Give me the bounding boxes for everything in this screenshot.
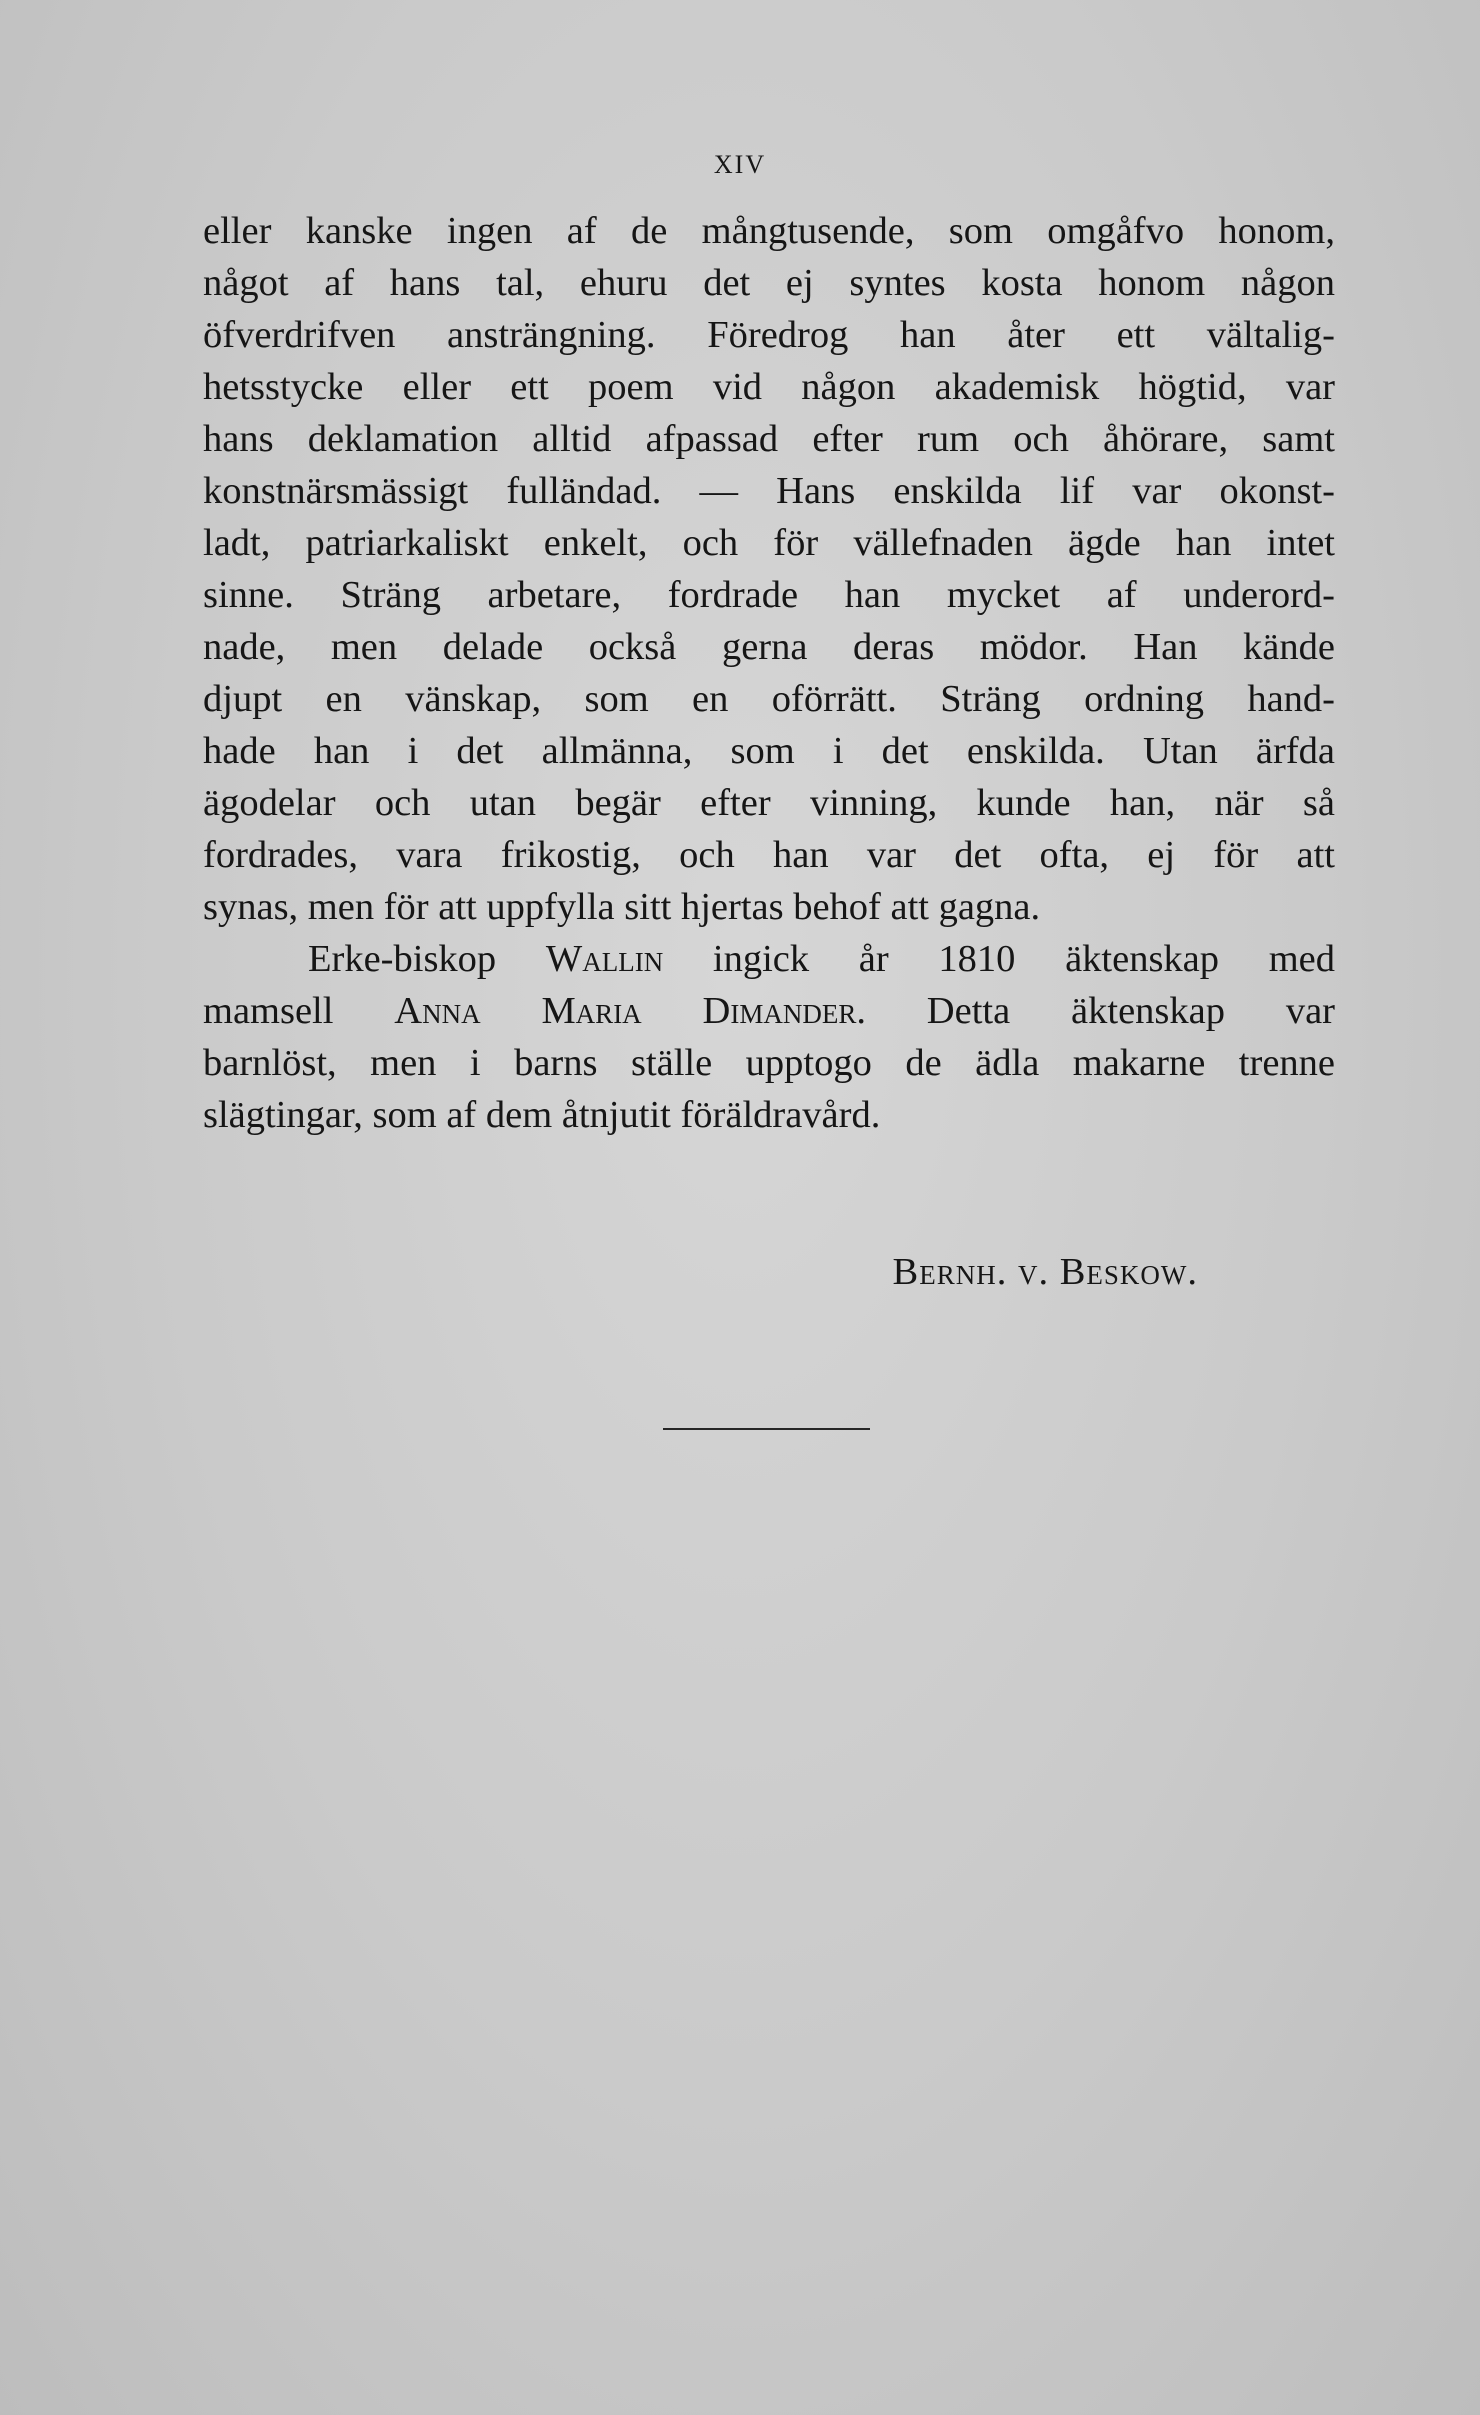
text-line: djupt en vänskap, som en oförrätt. Sträng ordning hand- (203, 678, 1335, 720)
text-line: fordrades, vara frikostig, och han var det ofta, ej för att (203, 834, 1335, 876)
person-name: Anna Maria Dimander. (394, 990, 866, 1032)
text-line: hade han i det allmänna, som i det enskilda. Utan ärfda (203, 730, 1335, 772)
text-line: hetsstycke eller ett poem vid någon akademisk högtid, var (203, 366, 1335, 408)
text-line: sinne. Sträng arbetare, fordrade han mycket af underord- (203, 574, 1335, 616)
text-line: nade, men delade också gerna deras mödor. Han kände (203, 626, 1335, 668)
text-line: slägtingar, som af dem åtnjutit föräldravård. (203, 1094, 881, 1136)
page-number: XIV (713, 150, 767, 179)
line-segment: ingick år 1810 äktenskap med (663, 938, 1335, 980)
text-line (203, 985, 1335, 1037)
line-segment: mamsell (203, 990, 395, 1032)
line-segment: Erke-biskop (308, 938, 546, 980)
text-line: eller kanske ingen af de mångtusende, som omgåfvo honom, (203, 210, 1335, 252)
text-line: synas, men för att uppfylla sitt hjertas behof att gagna. (203, 886, 1041, 928)
horizontal-rule (663, 1428, 870, 1430)
text-line (203, 933, 1335, 985)
text-line: öfverdrifven ansträngning. Föredrog han åter ett vältalig- (203, 314, 1335, 356)
person-name: Wallin (545, 938, 664, 980)
text-line: ladt, patriarkaliskt enkelt, och för vällefnaden ägde han intet (203, 522, 1335, 564)
line-segment: Detta äktenskap var (865, 990, 1335, 1032)
body-text (203, 205, 1335, 1141)
text-line: något af hans tal, ehuru det ej syntes kosta honom någon (203, 262, 1335, 304)
text-line: barnlöst, men i barns ställe upptogo de ädla makarne trenne (203, 1042, 1335, 1084)
text-line: konstnärsmässigt fulländad. — Hans enskilda lif var okonst- (203, 470, 1335, 512)
author-signature: Bernh. v. Beskow. (892, 1251, 1198, 1293)
text-line: ägodelar och utan begär efter vinning, kunde han, när så (203, 782, 1335, 824)
text-line: hans deklamation alltid afpassad efter rum och åhörare, samt (203, 418, 1335, 460)
